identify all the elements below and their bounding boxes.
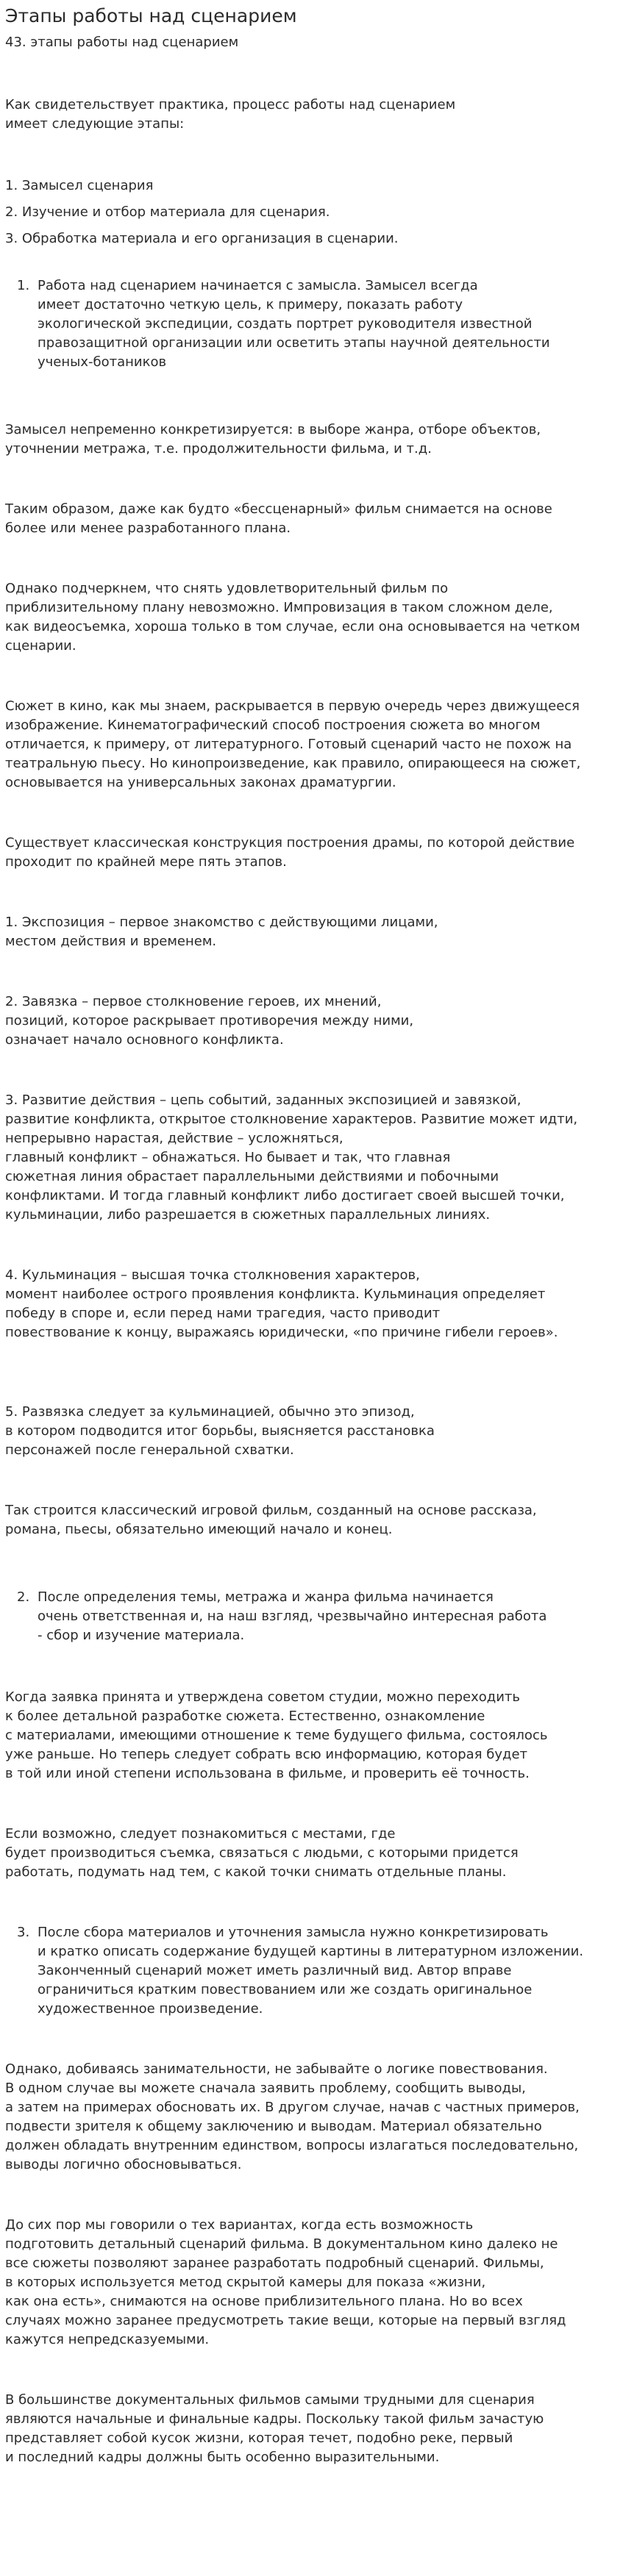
text-line: должен обладать внутренним единством, вопросы излагаться последовательно,: [5, 2138, 579, 2153]
text-line: ученых-ботаников: [38, 354, 167, 370]
list-number: 1.: [17, 278, 30, 293]
paragraph: [5, 834, 623, 872]
paragraph: [5, 203, 623, 222]
text-line: и кратко описать содержание будущей картины в литературном изложении.: [38, 1944, 584, 1959]
paragraph: [5, 1266, 623, 1342]
subtitle: 43. этапы работы над сценарием: [5, 35, 239, 50]
list-number: 3.: [17, 1925, 30, 1940]
list-number: 2.: [17, 1589, 30, 1605]
text-line: В одном случае вы можете сначала заявить проблему, сообщить выводы,: [5, 2081, 526, 2096]
text-line: означает начало основного конфликта.: [5, 1032, 284, 1048]
text-line: 1. Экспозиция – первое знакомство с действующими лицами,: [5, 915, 438, 930]
document-body: [5, 96, 623, 2467]
text-line: сценарии.: [5, 638, 76, 654]
text-line: правозащитной организации или осветить этапы научной деятельности: [38, 335, 550, 351]
text-line: 3. Развитие действия – цепь событий, заданных экспозицией и завязкой,: [5, 1092, 521, 1108]
text-line: сюжетная линия обрастает параллельными действиями и побочными: [5, 1169, 499, 1184]
text-line: более или менее разработанного плана.: [5, 520, 291, 536]
paragraph: [5, 421, 623, 459]
text-line: Когда заявка принята и утверждена советом студии, можно переходить: [5, 1689, 521, 1705]
paragraph: [5, 1403, 623, 1460]
text-line: Таким образом, даже как будто «бессценарный» фильм снимается на основе: [5, 501, 552, 517]
text-line: выводы логично обосновываться.: [5, 2157, 242, 2172]
text-line: 2. Изучение и отбор материала для сценария.: [5, 204, 330, 220]
text-line: в котором подводится итог борьбы, выясняется расстановка: [5, 1423, 435, 1439]
text-line: с материалами, имеющими отношение к теме будущего фильма, состоялось: [5, 1728, 548, 1743]
text-line: к более детальной разработке сюжета. Естественно, ознакомление: [5, 1709, 485, 1724]
text-line: имеет достаточно четкую цель, к примеру, показать работу: [38, 297, 463, 312]
text-line: Однако, добиваясь занимательности, не забывайте о логике повествования.: [5, 2061, 548, 2077]
text-line: 3. Обработка материала и его организация в сценарии.: [5, 231, 399, 246]
text-line: Существует классическая конструкция построения драмы, по которой действие: [5, 835, 575, 851]
text-line: местом действия и временем.: [5, 934, 217, 949]
text-line: 2. Завязка – первое столкновение героев, их мнений,: [5, 994, 382, 1009]
text-line: случаях можно заранее предусмотреть такие вещи, которые на первый взгляд: [5, 2313, 566, 2328]
text-line: Работа над сценарием начинается с замысла. Замысел всегда: [38, 278, 478, 293]
text-line: повествование к концу, выражаясь юридически, «по причине гибели героев».: [5, 1325, 558, 1340]
text-line: имеет следующие этапы:: [5, 116, 185, 132]
numbered-list-item: [5, 1923, 623, 2019]
text-line: Так строится классический игровой фильм, созданный на основе рассказа,: [5, 1503, 537, 1518]
paragraph: [5, 500, 623, 538]
text-line: будет производиться съемка, связаться с людьми, с которыми придется: [5, 1845, 519, 1861]
text-line: и последний кадры должны быть особенно выразительными.: [5, 2450, 440, 2465]
text-line: 5. Развязка следует за кульминацией, обычно это эпизод,: [5, 1404, 415, 1420]
numbered-list-item: [5, 276, 623, 372]
paragraph: [5, 2216, 623, 2350]
text-line: победу в споре и, если перед нами трагедия, часто приводит: [5, 1306, 441, 1321]
text-line: основывается на универсальных законах драматургии.: [5, 775, 396, 790]
numbered-list-item: [5, 1588, 623, 1645]
text-line: Как свидетельствует практика, процесс работы над сценарием: [5, 97, 456, 112]
text-line: Однако подчеркнем, что снять удовлетворительный фильм по: [5, 581, 449, 596]
page-title: Этапы работы над сценарием: [5, 5, 297, 26]
paragraph: [5, 229, 623, 248]
text-line: После определения темы, метража и жанра фильма начинается: [38, 1589, 494, 1605]
text-line: 1. Замысел сценария: [5, 178, 154, 193]
paragraph: [5, 1688, 623, 1783]
text-line: кульминации, либо разрешается в сюжетных параллельных линиях.: [5, 1207, 491, 1223]
text-line: экологической экспедиции, создать портрет руководителя известной: [38, 316, 533, 332]
text-line: конфликтами. И тогда главный конфликт либо достигает своей высшей точки,: [5, 1188, 565, 1203]
list-item-text: [38, 276, 623, 372]
paragraph: [5, 2391, 623, 2467]
text-line: как видеосъемка, хороша только в том случае, если она основывается на четком: [5, 619, 580, 634]
text-line: После сбора материалов и уточнения замысла нужно конкретизировать: [38, 1925, 549, 1940]
text-line: театральную пьесу. Но кинопроизведение, как правило, опирающееся на сюжет,: [5, 756, 581, 771]
text-line: До сих пор мы говорили о тех вариантах, когда есть возможность: [5, 2217, 474, 2233]
text-line: подготовить детальный сценарий фильма. В документальном кино далеко не: [5, 2236, 558, 2252]
text-line: ограничиться кратким повествованием или же создать оригинальное: [38, 1982, 533, 1997]
text-line: Законченный сценарий может иметь различный вид. Автор вправе: [38, 1963, 512, 1978]
list-item-text: [38, 1923, 623, 2019]
text-line: являются начальные и финальные кадры. Поскольку такой фильм зачастую: [5, 2411, 544, 2427]
paragraph: [5, 992, 623, 1050]
text-line: Замысел непременно конкретизируется: в выборе жанра, отборе объектов,: [5, 422, 541, 437]
text-line: позиций, которое раскрывает противоречия между ними,: [5, 1013, 414, 1028]
text-line: все сюжеты позволяют заранее разработать подробный сценарий. Фильмы,: [5, 2255, 544, 2271]
text-line: персонажей после генеральной схватки.: [5, 1442, 294, 1458]
text-line: работать, подумать над тем, с какой точки снимать отдельные планы.: [5, 1864, 507, 1880]
paragraph: [5, 96, 623, 134]
text-line: главный конфликт – обнажаться. Но бывает и так, что главная: [5, 1150, 451, 1165]
paragraph: [5, 2060, 623, 2175]
text-line: 4. Кульминация – высшая точка столкновения характеров,: [5, 1267, 420, 1283]
text-line: Если возможно, следует познакомиться с местами, где: [5, 1826, 396, 1842]
text-line: момент наиболее острого проявления конфликта. Кульминация определяет: [5, 1287, 546, 1302]
text-line: в которых используется метод скрытой камеры для показа «жизни,: [5, 2275, 486, 2290]
text-line: В большинстве документальных фильмов самыми трудными для сценария: [5, 2392, 535, 2408]
text-line: очень ответственная и, на наш взгляд, чрезвычайно интересная работа: [38, 1609, 547, 1624]
text-line: романа, пьесы, обязательно имеющий начало и конец.: [5, 1522, 393, 1537]
text-line: отличается, к примеру, от литературного. Готовый сценарий часто не похож на: [5, 737, 572, 752]
text-line: художественное произведение.: [38, 2001, 263, 2017]
text-line: Сюжет в кино, как мы знаем, раскрывается в первую очередь через движущееся: [5, 698, 580, 714]
list-item-text: [38, 1588, 623, 1645]
text-line: приблизительному плану невозможно. Импровизация в таком сложном деле,: [5, 600, 553, 615]
text-line: кажутся непредсказуемыми.: [5, 2332, 210, 2347]
text-line: а затем на примерах обосновать их. В другом случае, начав с частных примеров,: [5, 2100, 580, 2115]
paragraph: [5, 913, 623, 951]
paragraph: [5, 697, 623, 793]
text-line: развитие конфликта, открытое столкновение характеров. Развитие может идти,: [5, 1112, 578, 1127]
text-line: представляет собой кусок жизни, которая течет, подобно реке, первый: [5, 2430, 513, 2446]
text-line: изображение. Кинематографический способ построения сюжета во многом: [5, 718, 541, 733]
paragraph: [5, 176, 623, 196]
paragraph: [5, 1825, 623, 1882]
text-line: как она есть», снимаются на основе приблизительного плана. Но во всех: [5, 2294, 523, 2309]
paragraph: [5, 1501, 623, 1539]
text-line: уточнении метража, т.е. продолжительности фильма, и т.д.: [5, 441, 432, 457]
paragraph: [5, 1091, 623, 1225]
text-line: - сбор и изучение материала.: [38, 1628, 245, 1643]
text-line: непрерывно нарастая, действие – усложняться,: [5, 1131, 343, 1146]
paragraph: [5, 579, 623, 656]
text-line: в той или иной степени использована в фильме, и проверить её точность.: [5, 1766, 530, 1781]
text-line: уже раньше. Но теперь следует собрать всю информацию, которая будет: [5, 1747, 528, 1762]
text-line: проходит по крайней мере пять этапов.: [5, 854, 287, 870]
text-line: подвести зрителя к общему заключению и выводам. Материал обязательно: [5, 2119, 542, 2134]
